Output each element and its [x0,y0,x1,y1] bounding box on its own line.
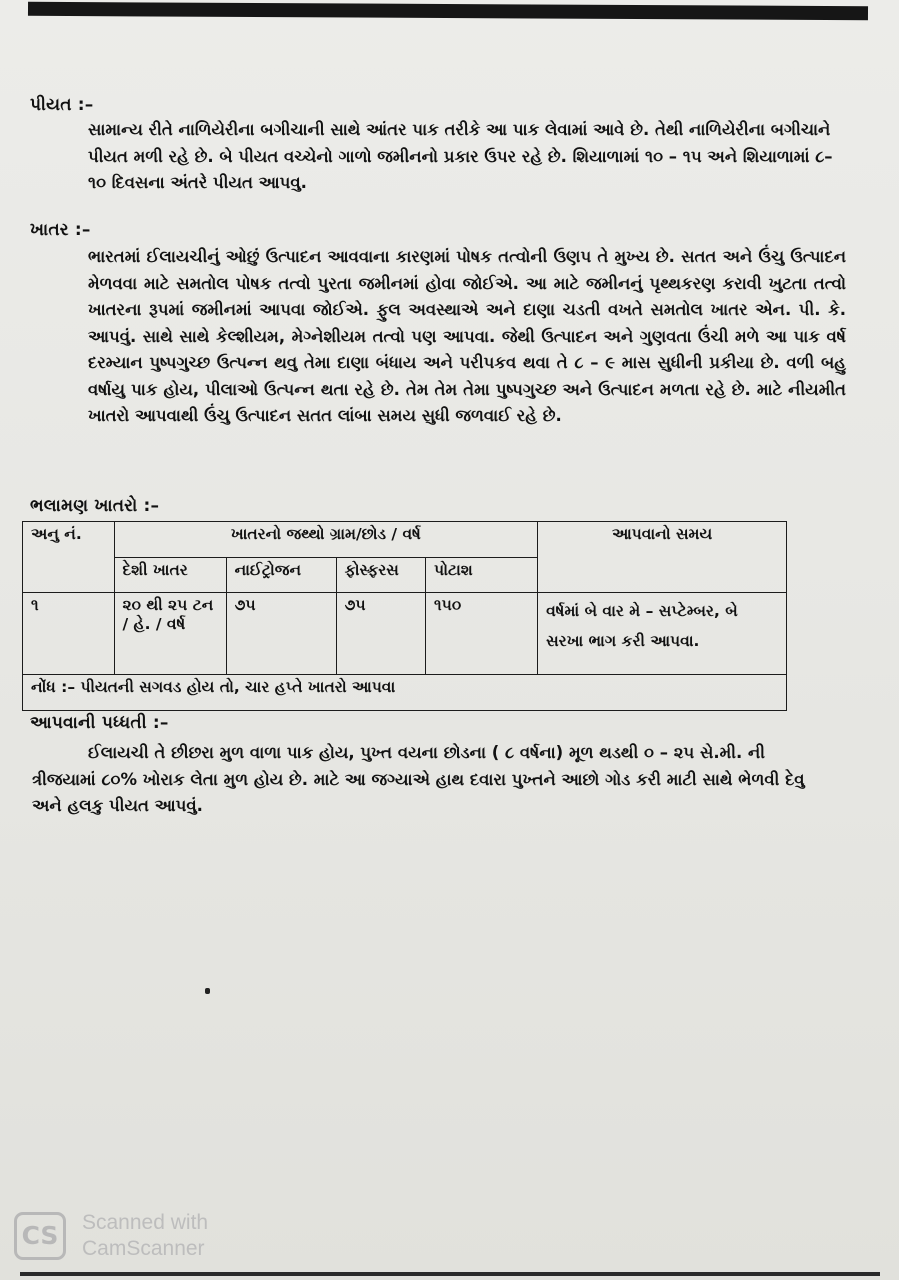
cell-application-time: વર્ષમાં બે વાર મે – સપ્ટેમ્બર, બે સરખા ભાગ કરી આપવા. [538,593,787,675]
fertilizer-text: ભારતમાં ઈલાયચીનું ઓછું ઉત્પાદન આવવાના કારણમાં પોષક તત્વોની ઉણપ તે મુખ્ય છે. સતત અને ઉંચુ ઉત્પાદન મેળવવા માટે સમતોલ પોષક તત્વો પુરતા જમીનમાં હોવા જોઈએ. આ માટે જમીનનું પૃથ્થકરણ કરાવી ખુટતા તત્વો ખાતરના રૂપમાં જમીનમાં આપવા જોઈએ. ફુલ અવસ્થાએ અને દાણા ચડતી વખતે સમતોલ ખાતર એન. પી. કે. આપવું. સાથે સાથે કેલ્શીયમ, મેગ્નેશીયમ તત્વો પણ આપવા. જેથી ઉત્પાદન અને ગુણવતા ઉંચી મળે આ પાક વર્ષ દરમ્યાન પુષ્પગુચ્છ ઉત્પન્ન થવુ તેમા દાણા બંધાય અને પરીપકવ થવા તે ૮ – ૯ માસ સુધીની પ્રકીયા છે. વળી બહુ વર્ષાયુ પાક હોય, પીલાઓ ઉત્પન્ન થતા રહે છે. તેમ તેમ તેમા પુષ્પગુચ્છ અને ઉત્પાદન મળતા રહે છે. માટે નીયમીત ખાતરો આપવાથી ઉંચુ ઉત્પાદન સતત લાંબા સમય સુધી જળવાઈ રહે છે. [88,247,846,425]
scan-speck [205,988,210,994]
col-desi-khatar: દેશી ખાતર [114,557,226,593]
cell-potash: ૧૫૦ [426,593,538,675]
table-row [23,593,787,675]
watermark-line-2: CamScanner [82,1237,205,1260]
irrigation-heading: પીયત :– [30,95,94,115]
fertilizer-table [22,521,787,711]
recommended-fertilizers-heading: ભલામણ ખાતરો :– [30,496,160,516]
cell-nitrogen: ૭૫ [226,593,336,675]
method-heading: આપવાની પધ્ધતી :– [30,713,169,733]
fertilizer-paragraph [88,244,846,430]
cell-serial: ૧ [23,593,115,675]
watermark-line-1: Scanned with [82,1211,209,1234]
irrigation-paragraph [88,117,848,197]
camscanner-logo-icon: CS [14,1212,66,1260]
col-potash: પોટાશ [426,557,538,593]
cell-phosphorus: ૭૫ [336,593,425,675]
table-header-row [23,522,787,558]
col-nitrogen: નાઈટ્રોજન [226,557,336,593]
top-border-rule [28,2,868,20]
col-serial-number: અનુ નં. [23,522,115,593]
method-paragraph [32,740,812,820]
cell-desi-khatar: ૨૦ થી ૨૫ ટન / હે. / વર્ષ [114,593,226,675]
bottom-border-rule [20,1272,880,1276]
fertilizer-heading: ખાતર :– [30,220,91,240]
camscanner-watermark [82,1210,208,1262]
table-note: નોંધ :– પીયતની સગવડ હોય તો, ચાર હપ્તે ખાતરો આપવા [23,675,787,711]
method-text: ઈલાયચી તે છીછરા મુળ વાળા પાક હોય, પુખ્ત વયના છોડના ( ૮ વર્ષના) મૂળ થડથી ૦ – ૨૫ સે.મી. ની ત્રીજયામાં ૮૦% ખોરાક લેતા મુળ હોય છે. માટે આ જગ્યાએ હાથ દવારા પુખ્તને આછો ગોડ કરી માટી સાથે ભેળવી દેવુ અને હલકુ પીયત આપવું. [32,743,805,815]
col-phosphorus: ફોસ્ફરસ [336,557,425,593]
col-application-time: આપવાનો સમય [538,522,787,593]
col-fertilizer-quantity: ખાતરનો જથ્થો ગ્રામ/છોડ / વર્ષ [114,522,538,558]
table-note-row [23,675,787,711]
irrigation-text: સામાન્ય રીતે નાળિયેરીના બગીચાની સાથે આંતર પાક તરીકે આ પાક લેવામાં આવે છે. તેથી નાળિયેરીના બગીચાને પીયત મળી રહે છે. બે પીયત વચ્ચેનો ગાળો જમીનનો પ્રકાર ઉપર રહે છે. શિયાળામાં ૧૦ – ૧૫ અને શિયાળામાં ૮– ૧૦ દિવસના અંતરે પીયત આપવુ. [88,120,833,192]
